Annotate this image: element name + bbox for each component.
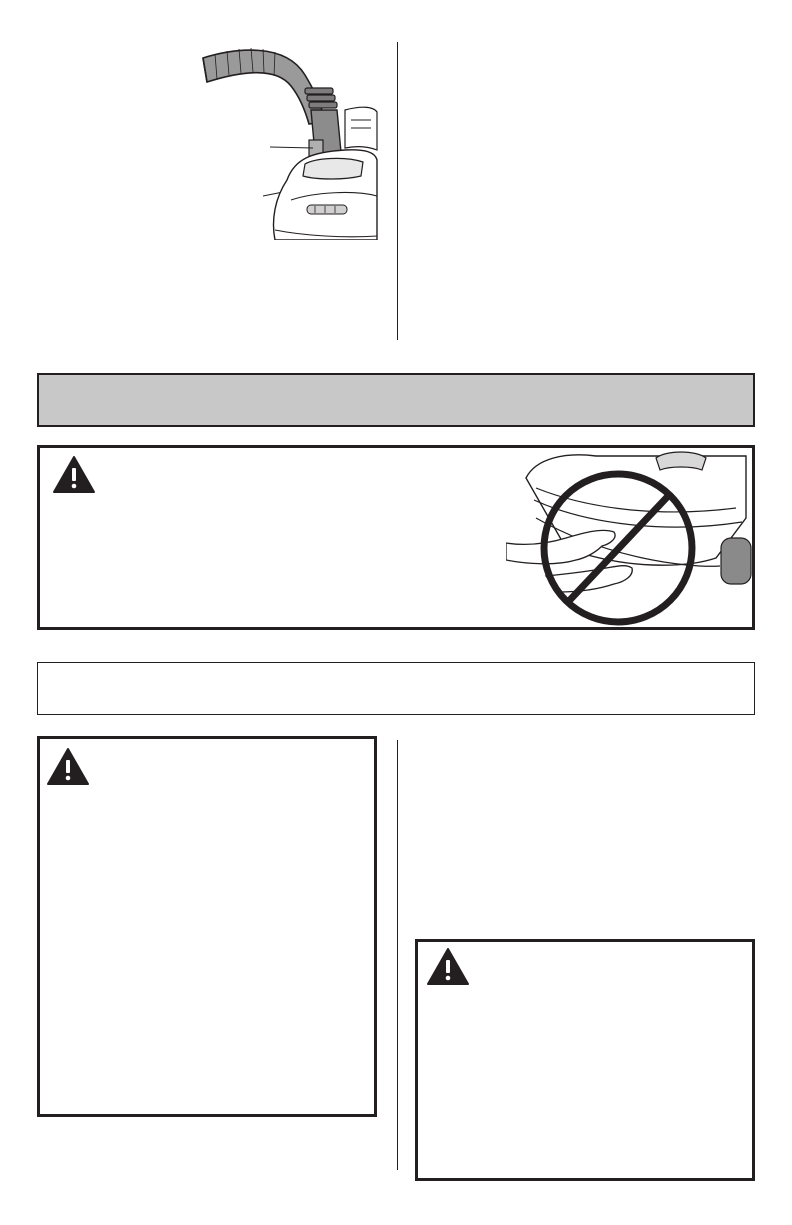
hand-under-nozzle-prohibited-illustration xyxy=(506,448,752,628)
warning-triangle-icon xyxy=(426,947,470,987)
column-divider-bottom xyxy=(397,740,398,1170)
column-divider-top xyxy=(397,42,398,340)
warning-box-brushroll xyxy=(37,445,755,630)
hose-attachment-figure xyxy=(195,40,380,240)
hose-connected-to-cleaner-illustration xyxy=(195,40,380,240)
warning-box-right xyxy=(415,939,755,1181)
section-subheader-bar xyxy=(37,662,755,715)
no-hands-figure xyxy=(506,448,752,628)
warning-box-left xyxy=(37,736,377,1117)
section-header-bar xyxy=(37,373,755,427)
warning-triangle-icon xyxy=(46,747,90,787)
warning-triangle-icon xyxy=(52,455,96,495)
